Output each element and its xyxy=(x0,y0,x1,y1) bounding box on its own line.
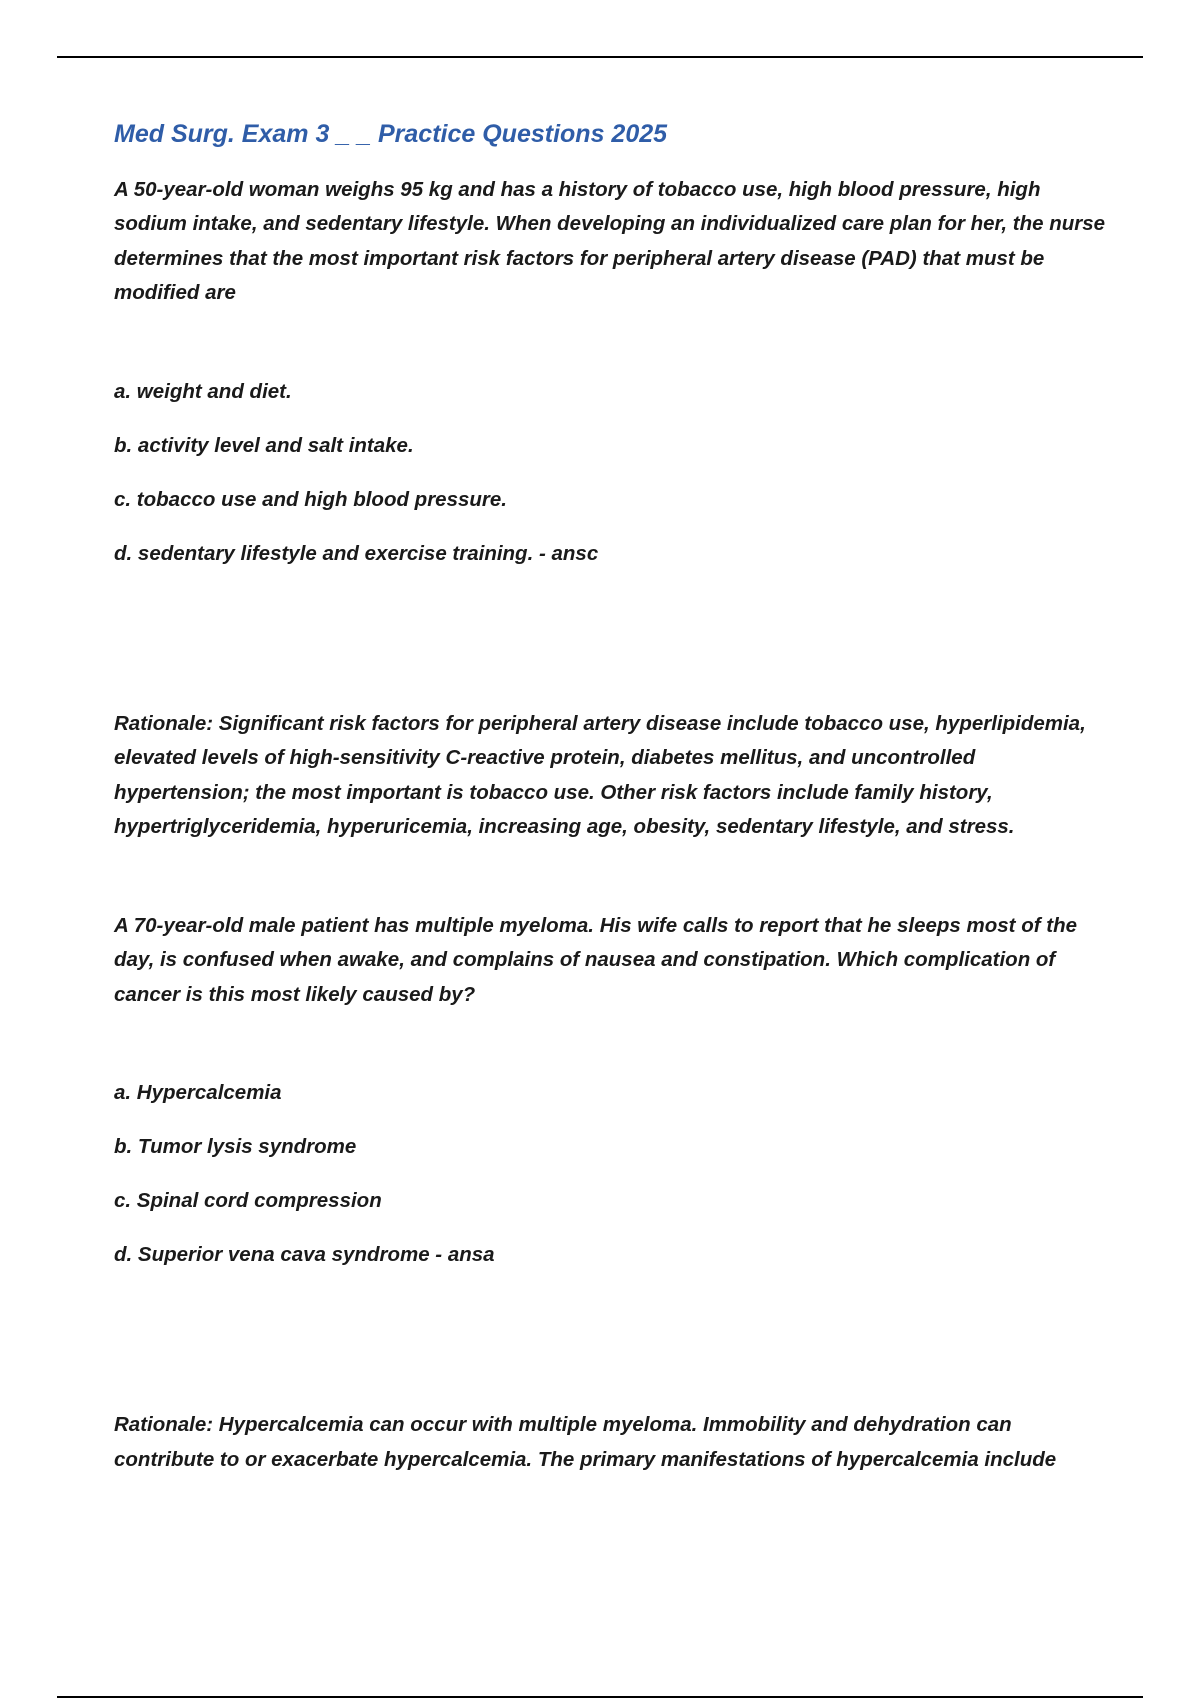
question-2-rationale: Rationale: Hypercalcemia can occur with multiple myeloma. Immobility and dehydration can contribute to or exacerbate hypercalcemia. The primary manifestations of hypercalcemia include xyxy=(114,1413,1057,1471)
document-body xyxy=(114,112,1114,1477)
question-1-stem: A 50-year-old woman weighs 95 kg and has a history of tobacco use, high blood pressure, high sodium intake, and sedentary lifestyle. When developing an individualized care plan for her, the nurse determines that the most important risk factors for peripheral artery disease (PAD) that must be modified are xyxy=(114,177,1106,304)
spacer xyxy=(114,1012,1114,1076)
question-1-option-c: c. tobacco use and high blood pressure. xyxy=(114,487,507,511)
question-2-stem: A 70-year-old male patient has multiple myeloma. His wife calls to report that he sleeps most of the day, is confused when awake, and complains of nausea and constipation. Which complication of cancer is this most likely caused by? xyxy=(114,913,1077,1006)
spacer xyxy=(114,591,1114,707)
question-2-option-d: d. Superior vena cava syndrome - ansa xyxy=(114,1243,495,1266)
question-1-option-d: d. sedentary lifestyle and exercise training. - ansc xyxy=(114,541,599,565)
question-1-option-a: a. weight and diet. xyxy=(114,379,292,403)
question-2-option-b: b. Tumor lysis syndrome xyxy=(114,1135,357,1158)
question-2-option-a: a. Hypercalcemia xyxy=(114,1081,282,1104)
spacer xyxy=(114,1292,1114,1408)
question-1-rationale: Rationale: Significant risk factors for peripheral artery disease include tobacco use, hyperlipidemia, elevated levels of high-sensitivity C-reactive protein, diabetes mellitus, and uncontrolled hypertension; the most important is tobacco use. Other risk factors include family history, hypertriglyceridemia, hyperuricemia, increasing age, obesity, sedentary lifestyle, and stress. xyxy=(114,711,1086,838)
spacer xyxy=(114,311,1114,375)
question-1-option-b: b. activity level and salt intake. xyxy=(114,433,414,457)
bottom-rule xyxy=(57,1696,1143,1698)
page-title: Med Surg. Exam 3 _ _ Practice Questions 2025 xyxy=(114,120,668,148)
question-2-option-c: c. Spinal cord compression xyxy=(114,1189,382,1212)
spacer xyxy=(114,845,1114,909)
top-rule xyxy=(57,56,1143,58)
